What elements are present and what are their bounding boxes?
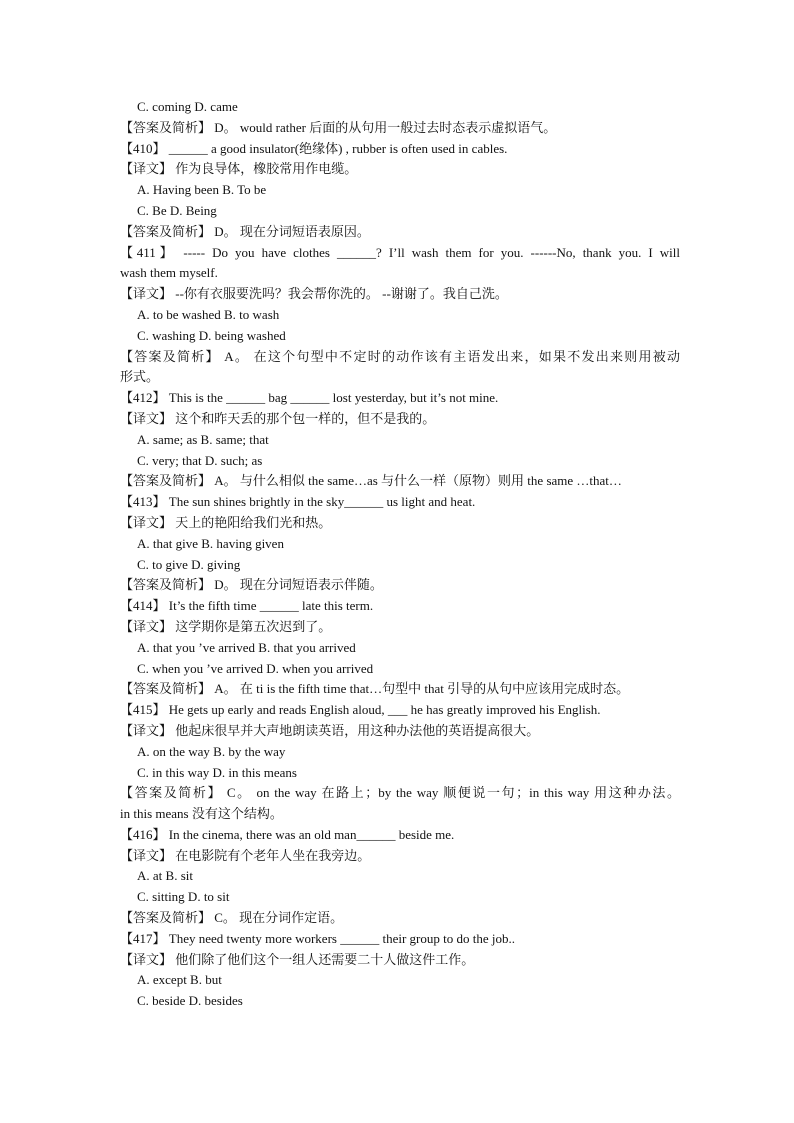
text-line: 【答案及简析】 D。 现在分词短语表示伴随。 (120, 577, 383, 593)
text-line: 【410】 ______ a good insulator(绝缘体) , rubber is often used in cables. (120, 140, 508, 156)
answer-option-line: C. when you ’ve arrived D. when you arrived (137, 660, 374, 676)
text-line: 【413】 The sun shines brightly in the sky______ us light and heat. (120, 494, 476, 510)
text-line: 【译文】 他们除了他们这个一组人还需要二十人做这件工作。 (120, 951, 475, 967)
text-line: wash them myself. (120, 265, 218, 281)
answer-option-line: A. at B. sit (137, 868, 193, 884)
answer-option-line: A. same; as B. same; that (137, 431, 269, 447)
answer-option-line: C. to give D. giving (137, 556, 241, 572)
text-line: 【译文】 --你有衣服要洗吗？我会帮你洗的。 --谢谢了。我自己洗。 (120, 286, 508, 302)
text-line: 【415】 He gets up early and reads English aloud, ___ he has greatly improved his English. (120, 702, 601, 718)
answer-option-line: A. on the way B. by the way (137, 743, 286, 759)
text-line: 【译文】 这学期你是第五次迟到了。 (120, 618, 332, 634)
text-line: 【译文】 天上的艳阳给我们光和热。 (120, 514, 332, 530)
answer-option-line: A. except B. but (137, 972, 222, 988)
answer-option-line: C. coming D. came (137, 99, 238, 114)
text-line: 【答案及简析】 D。 现在分词短语表原因。 (120, 223, 370, 239)
document-body (120, 97, 680, 1012)
text-line: in this means 没有这个结构。 (120, 806, 283, 822)
text-line: 【417】 They need twenty more workers ______ their group to do the job.. (120, 930, 515, 946)
text-line: 【答案及简析】 D。 would rather 后面的从句用一般过去时态表示虚拟语气。 (120, 119, 557, 135)
answer-option-line: C. sitting D. to sit (137, 889, 230, 905)
text-line: 【答案及简析】 A。 在这个句型中不定时的动作该有主语发出来，如果不发出来则用被动 (120, 348, 680, 364)
text-line: 【412】 This is the ______ bag ______ lost yesterday, but it’s not mine. (120, 390, 499, 406)
answer-option-line: A. that give B. having given (137, 535, 284, 551)
answer-option-line: C. washing D. being washed (137, 327, 286, 343)
text-line: 【译文】 作为良导体，橡胶常用作电缆。 (120, 161, 358, 177)
answer-option-line: C. beside D. besides (137, 993, 243, 1009)
answer-option-line: C. Be D. Being (137, 202, 217, 218)
answer-option-line: C. in this way D. in this means (137, 764, 297, 780)
answer-option-line: C. very; that D. such; as (137, 452, 263, 468)
text-line: 【答案及简析】 C。 on the way 在路上；by the way 顺便说一句；in this way 用这种办法。 (120, 785, 680, 801)
text-line: 【译文】 在电影院有个老年人坐在我旁边。 (120, 847, 371, 863)
text-line: 【416】 In the cinema, there was an old man______ beside me. (120, 826, 455, 842)
text-line: 【414】 It’s the fifth time ______ late this term. (120, 598, 374, 614)
answer-option-line: A. that you ’ve arrived B. that you arrived (137, 639, 356, 655)
text-line: 形式。 (120, 369, 160, 385)
text-line: 【答案及简析】 C。 现在分词作定语。 (120, 910, 344, 926)
answer-option-line: A. to be washed B. to wash (137, 306, 280, 322)
text-line: 【答案及简析】 A。 与什么相似 the same…as 与什么一样（原物）则用 the same …that… (120, 473, 622, 489)
text-line: 【译文】 他起床很早并大声地朗读英语，用这种办法他的英语提高很大。 (120, 722, 540, 738)
text-line: 【答案及简析】 A。 在 ti is the fifth time that…句型中 that 引导的从句中应该用完成时态。 (120, 681, 630, 697)
text-line: 【译文】 这个和昨天丢的那个包一样的，但不是我的。 (120, 410, 436, 426)
text-line: 【411】 ----- Do you have clothes ______? I’ll wash them for you. ------No, thank you. I will (120, 244, 680, 260)
answer-option-line: A. Having been B. To be (137, 182, 267, 198)
